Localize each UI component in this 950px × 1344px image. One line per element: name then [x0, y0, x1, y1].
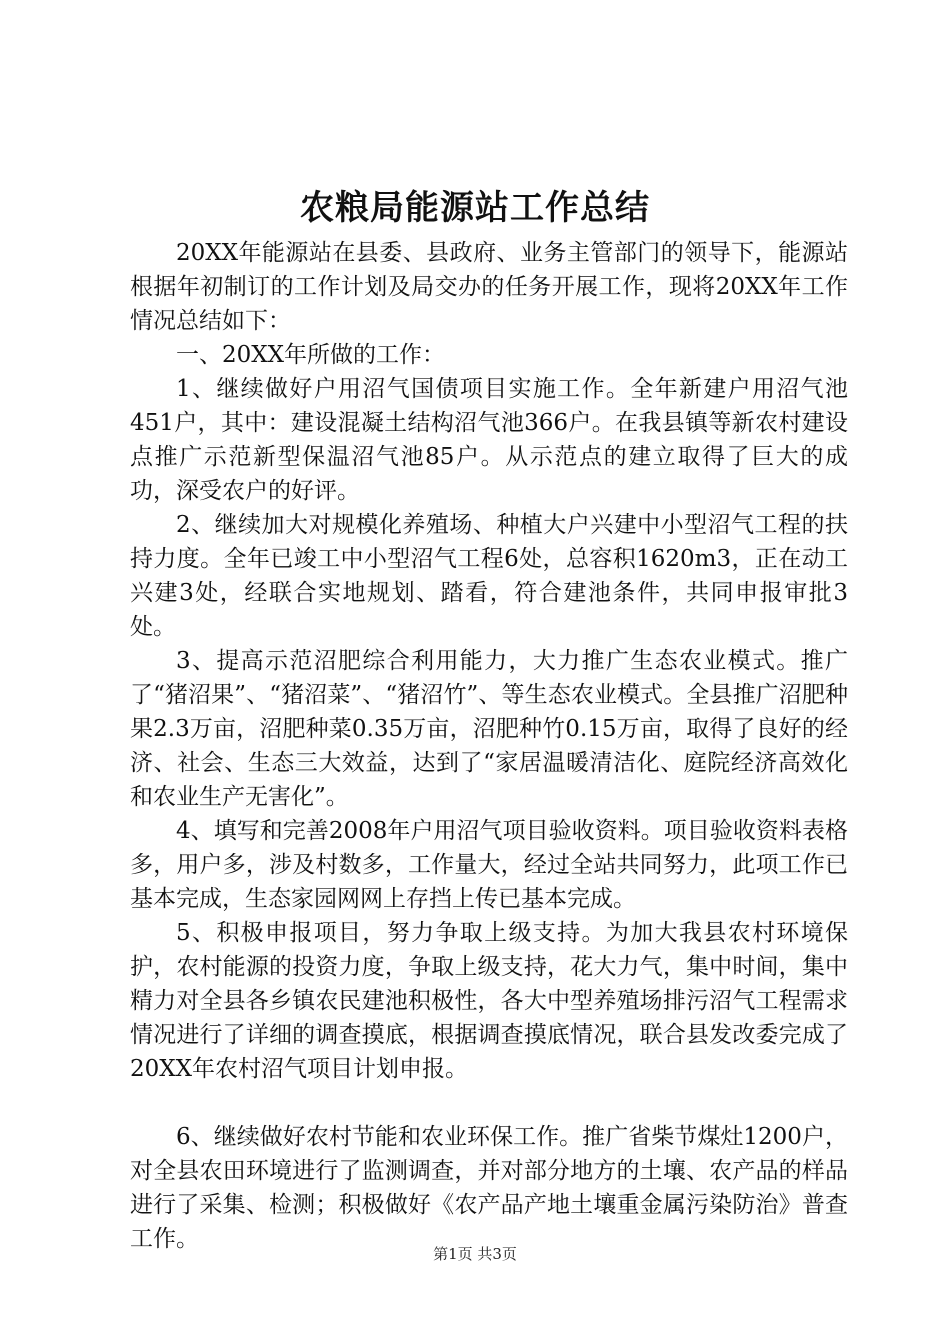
item-3-paragraph: 3、提高示范沼肥综合利用能力，大力推广生态农业模式。推广了“猪沼果”、“猪沼菜”、“猪沼竹”、等生态农业模式。全县推广沼肥种果2.3万亩，沼肥种菜0.35万亩，沼肥种竹0.15万亩，取得了良好的经济、社会、生态三大效益，达到了“家居温暖清洁化、庭院经济高效化和农业生产无害化”。	[130, 648, 848, 810]
section-heading: 一、20XX年所做的工作：	[176, 342, 446, 368]
document-body	[130, 236, 848, 1256]
page-number-footer: 第1页 共3页	[433, 1245, 517, 1263]
document-title: 农粮局能源站工作总结	[300, 188, 650, 228]
item-2-paragraph: 2、继续加大对规模化养殖场、种植大户兴建中小型沼气工程的扶持力度。全年已竣工中小型沼气工程6处，总容积1620m3，正在动工兴建3处，经联合实地规划、踏看，符合建池条件，共同申报审批3处。	[130, 512, 848, 640]
item-5-paragraph: 5、积极申报项目，努力争取上级支持。为加大我县农村环境保护，农村能源的投资力度，争取上级支持，花大力气，集中时间，集中精力对全县各乡镇农民建池积极性，各大中型养殖场排污沼气工程需求情况进行了详细的调查摸底，根据调查摸底情况，联合县发改委完成了20XX年农村沼气项目计划申报。	[130, 920, 848, 1082]
intro-paragraph: 20XX年能源站在县委、县政府、业务主管部门的领导下，能源站根据年初制订的工作计划及局交办的任务开展工作，现将20XX年工作情况总结如下：	[130, 240, 848, 334]
item-6-paragraph: 6、继续做好农村节能和农业环保工作。推广省柴节煤灶1200户，对全县农田环境进行了监测调查，并对部分地方的土壤、农产品的样品进行了采集、检测；积极做好《农产品产地土壤重金属污染防治》普查工作。	[130, 1124, 848, 1252]
item-1-paragraph: 1、继续做好户用沼气国债项目实施工作。全年新建户用沼气池451户，其中：建设混凝土结构沼气池366户。在我县镇等新农村建设点推广示范新型保温沼气池85户。从示范点的建立取得了巨大的成功，深受农户的好评。	[130, 376, 848, 504]
item-4-paragraph: 4、填写和完善2008年户用沼气项目验收资料。项目验收资料表格多，用户多，涉及村数多，工作量大，经过全站共同努力，此项工作已基本完成，生态家园网网上存挡上传已基本完成。	[130, 818, 848, 912]
